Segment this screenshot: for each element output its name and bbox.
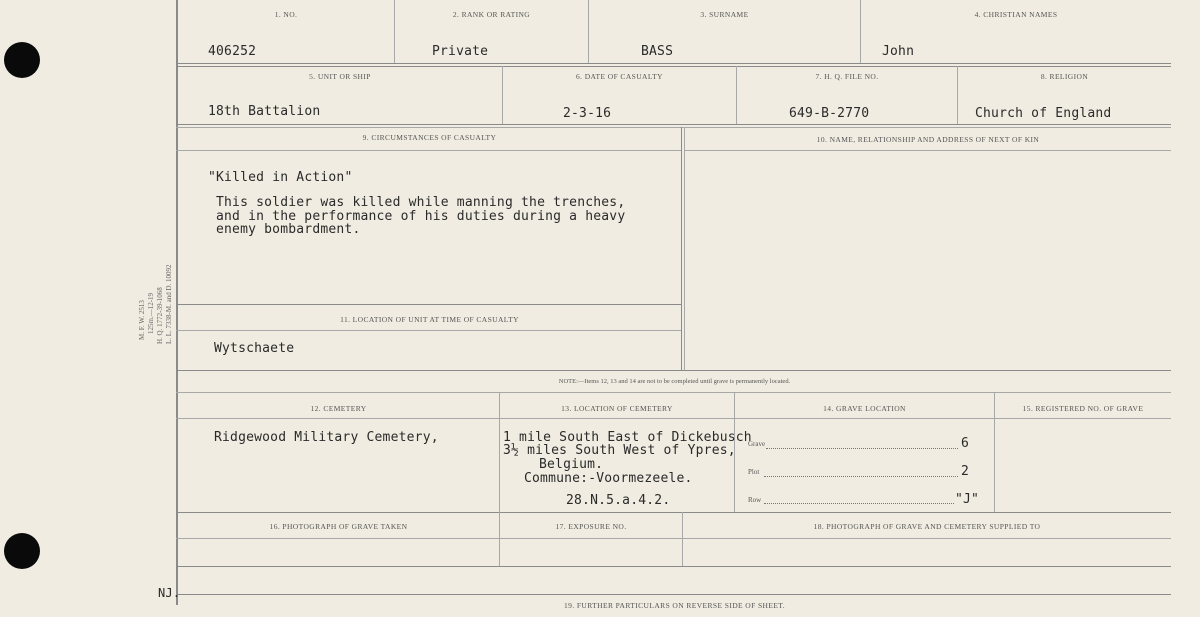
value-plot: 2 — [961, 464, 970, 479]
v-r5-1 — [499, 512, 500, 566]
value-date: 2-3-16 — [563, 106, 612, 121]
row3-bottom — [176, 370, 1171, 371]
grave-dots — [766, 448, 958, 449]
header-circumstances: 9. CIRCUMSTANCES OF CASUALTY — [362, 133, 497, 142]
row1-bottom — [176, 63, 1171, 64]
row5-sub — [176, 538, 1171, 539]
value-location-cemetery-line-3: Belgium. — [539, 457, 604, 472]
value-rank: Private — [432, 44, 489, 59]
side-code-2: 125m.—12-19 — [147, 292, 155, 334]
side-code-3: H. Q. 1772-39-1068 — [156, 287, 164, 344]
value-unit: 18th Battalion — [208, 104, 321, 119]
header-photo-supplied: 18. PHOTOGRAPH OF GRAVE AND CEMETERY SUPPLIED TO — [813, 522, 1041, 531]
value-christian-names: John — [882, 44, 915, 59]
value-religion: Church of England — [975, 106, 1112, 121]
side-code-4: L. L. 7338-M. and D. 10092 — [165, 264, 173, 344]
header-religion: 8. RELIGION — [1040, 72, 1089, 81]
header-grave-location: 14. GRAVE LOCATION — [823, 404, 906, 413]
value-file-no: 649-B-2770 — [789, 106, 870, 121]
value-location-unit: Wytschaete — [214, 341, 295, 356]
header-christian-names: 4. CHRISTIAN NAMES — [974, 10, 1058, 19]
value-circumstances-line-3: enemy bombardment. — [216, 222, 361, 237]
row3-top — [176, 127, 1171, 128]
value-circumstances-title: "Killed in Action" — [208, 170, 353, 185]
header-rank: 2. RANK OR RATING — [452, 10, 531, 19]
punch-hole-bottom — [4, 533, 40, 569]
header-registered-no: 15. REGISTERED NO. OF GRAVE — [1022, 404, 1144, 413]
row-dots — [764, 503, 954, 504]
note-bottom — [176, 392, 1171, 393]
value-surname: BASS — [641, 44, 674, 59]
header-no: 1. NO. — [274, 10, 298, 19]
further-particulars: 19. FURTHER PARTICULARS ON REVERSE SIDE OF SHEET. — [563, 601, 785, 610]
value-location-cemetery-line-5: 28.N.5.a.4.2. — [566, 493, 671, 508]
frame-left — [176, 0, 178, 605]
label-grave: Grave — [748, 440, 766, 448]
v-r3-1 — [681, 127, 682, 370]
value-circumstances-line-1: This soldier was killed while manning the trenches, — [216, 195, 626, 210]
v-r3-2 — [684, 127, 685, 370]
note-text: NOTE:—Items 12, 13 and 14 are not to be completed until grave is permanently located. — [558, 378, 791, 385]
header-unit: 5. UNIT OR SHIP — [309, 72, 371, 81]
label-plot: Plot — [748, 468, 760, 476]
punch-hole-top — [4, 42, 40, 78]
v-r5-2 — [682, 512, 683, 566]
circ-sub-line — [176, 150, 681, 151]
header-date: 6. DATE OF CASUALTY — [576, 72, 663, 81]
header-photo-grave: 16. PHOTOGRAPH OF GRAVE TAKEN — [269, 522, 408, 531]
side-code-1: M. F. W. 2513 — [138, 300, 146, 340]
kin-sub-line — [684, 150, 1171, 151]
value-location-cemetery-line-4: Commune:-Voormezeele. — [524, 471, 693, 486]
footer-line — [176, 594, 1171, 595]
footer-initials: NJ. — [158, 586, 181, 600]
header-file-no: 7. H. Q. FILE NO. — [815, 72, 879, 81]
header-exposure: 17. EXPOSURE NO. — [555, 522, 627, 531]
value-circumstances-line-2: and in the performance of his duties during a heavy — [216, 209, 626, 224]
value-location-cemetery-line-2: 3½ miles South West of Ypres, — [503, 443, 736, 458]
circ-bottom — [176, 304, 681, 305]
loc-unit-sub — [176, 330, 681, 331]
header-location-unit: 11. LOCATION OF UNIT AT TIME OF CASUALTY — [340, 315, 519, 324]
header-surname: 3. SURNAME — [700, 10, 749, 19]
header-next-of-kin: 10. NAME, RELATIONSHIP AND ADDRESS OF NEXT OF KIN — [816, 135, 1040, 144]
row4-bottom — [176, 512, 1171, 513]
value-row: "J" — [955, 492, 980, 507]
value-no: 406252 — [208, 44, 257, 59]
row2-top — [176, 66, 1171, 67]
label-row: Row — [748, 496, 762, 504]
row5-bottom — [176, 566, 1171, 567]
value-cemetery: Ridgewood Military Cemetery, — [214, 430, 439, 445]
row2-bottom — [176, 124, 1171, 125]
header-cemetery: 12. CEMETERY — [310, 404, 367, 413]
value-location-cemetery-line-1: 1 mile South East of Dickebusch — [503, 430, 752, 445]
row4-sub — [176, 418, 1171, 419]
plot-dots — [764, 476, 958, 477]
header-location-cemetery: 13. LOCATION OF CEMETERY — [561, 404, 673, 413]
value-grave: 6 — [961, 436, 970, 451]
